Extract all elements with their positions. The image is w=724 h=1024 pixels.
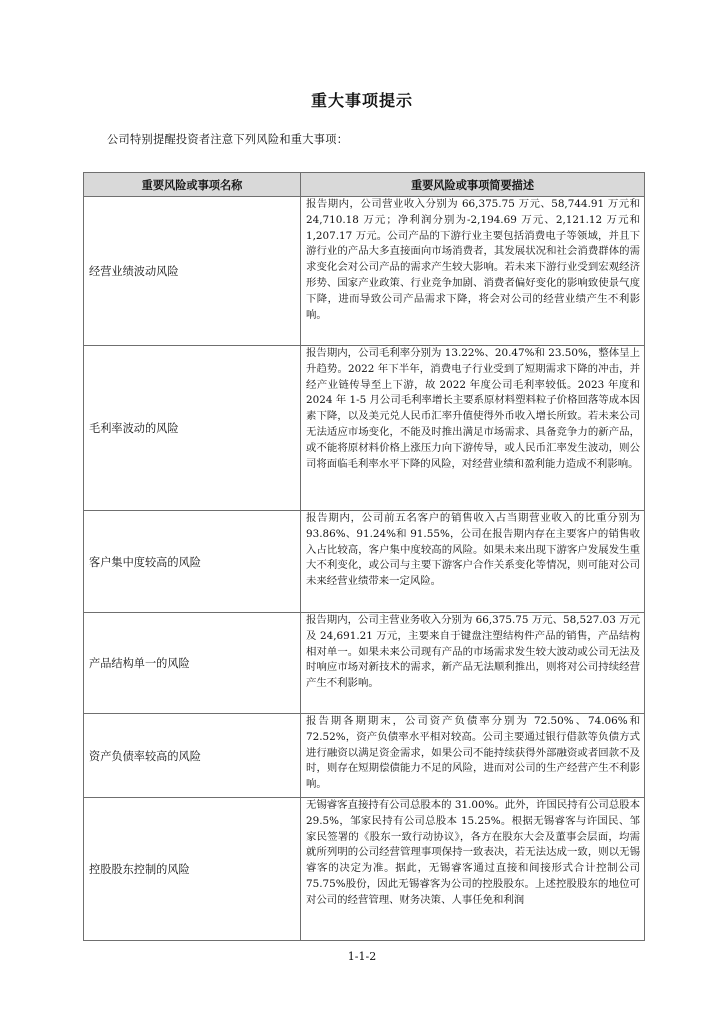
risk-name: 资产负债率较高的风险	[84, 714, 301, 798]
table-row	[84, 798, 645, 941]
intro-text: 公司特别提醒投资者注意下列风险和重大事项：	[107, 133, 349, 146]
table-row	[84, 714, 645, 798]
header-risk-name: 重要风险或事项名称	[84, 173, 301, 197]
table-row	[84, 613, 645, 714]
risk-description: 无锡睿客直接持有公司总股本的 31.00%。此外，许国民持有公司总股本 29.5%，邹家民持有公司总股本 15.25%。根据无锡睿客与许国民、邹家民签署的《股东一致行动协议》，各方在股东大会及董事会层面，均需就所列明的公司经营管理事项保持一致表决，若无法达成一致，则以无锡睿客的决定为准。据此，无锡睿客通过直接和间接形式合计控制公司 75.75%股份，因此无锡睿客为公司的控股股东。上述控股股东的地位可对公司的经营管理、财务决策、人事任免和利润	[301, 798, 645, 941]
risk-description: 报告期内，公司主营业务收入分别为 66,375.75 万元、58,527.03 万元及 24,691.21 万元，主要来自于键盘注塑结构件产品的销售，产品结构相对单一。如果未来公司现有产品的市场需求发生较大波动或公司无法及时响应市场对新技术的需求，新产品无法顺利推出，则将对公司持续经营产生不利影响。	[301, 613, 645, 714]
table-row	[84, 346, 645, 511]
risk-description: 报告期内，公司毛利率分别为 13.22%、20.47%和 23.50%，整体呈上升趋势。2022 年下半年，消费电子行业受到了短期需求下降的冲击，并经产业链传导至上下游，故 2022 年度公司毛利率较低。2023 年度和 2024 年 1-5 月公司毛利率增长主要系原材料塑料粒子价格回落等成本因素下降，以及美元兑人民币汇率升值使得外币收入增长所致。若未来公司无法适应市场变化，不能及时推出满足市场需求、具备竞争力的新产品，或不能将原材料价格上涨压力向下游传导，或人民币汇率发生波动，则公司将面临毛利率水平下降的风险，对经营业绩和盈利能力造成不利影响。	[301, 346, 645, 511]
risk-name: 产品结构单一的风险	[84, 613, 301, 714]
page-title: 重大事项提示	[310, 91, 413, 110]
table-row	[84, 511, 645, 613]
header-risk-description: 重要风险或事项简要描述	[301, 173, 645, 197]
page-number: 1-1-2	[347, 950, 377, 963]
risk-name: 经营业绩波动风险	[84, 197, 301, 346]
risk-name: 客户集中度较高的风险	[84, 511, 301, 613]
risk-name: 控股股东控制的风险	[84, 798, 301, 941]
risk-name: 毛利率波动的风险	[84, 346, 301, 511]
table-row	[84, 197, 645, 346]
risk-description: 报告期各期期末，公司资产负债率分别为 72.50%、74.06%和 72.52%，资产负债率水平相对较高。公司主要通过银行借款等负债方式进行融资以满足资金需求，如果公司不能持续获得外部融资或者回款不及时，则存在短期偿债能力不足的风险，进而对公司的生产经营产生不利影响。	[301, 714, 645, 798]
risk-description: 报告期内，公司前五名客户的销售收入占当期营业收入的比重分别为 93.86%、91.24%和 91.55%，公司在报告期内存在主要客户的销售收入占比较高，客户集中度较高的风险。如果未来出现下游客户发展发生重大不利变化，或公司与主要下游客户合作关系变化等情况，则可能对公司未来经营业绩带来一定风险。	[301, 511, 645, 613]
risk-table	[83, 172, 645, 941]
table-header-row	[84, 173, 645, 197]
risk-description: 报告期内，公司营业收入分别为 66,375.75 万元、58,744.91 万元和 24,710.18 万元；净利润分别为-2,194.69 万元、2,121.12 万元和 1,207.17 万元。公司产品的下游行业主要包括消费电子等领域，并且下游行业的产品大多直接面向市场消费者，其发展状况和社会消费群体的需求变化会对公司产品的需求产生较大影响。若未来下游行业受到宏观经济形势、国家产业政策、行业竞争加剧、消费者偏好变化的影响致使景气度下降，进而导致公司产品需求下降，将会对公司的经营业绩产生不利影响。	[301, 197, 645, 346]
